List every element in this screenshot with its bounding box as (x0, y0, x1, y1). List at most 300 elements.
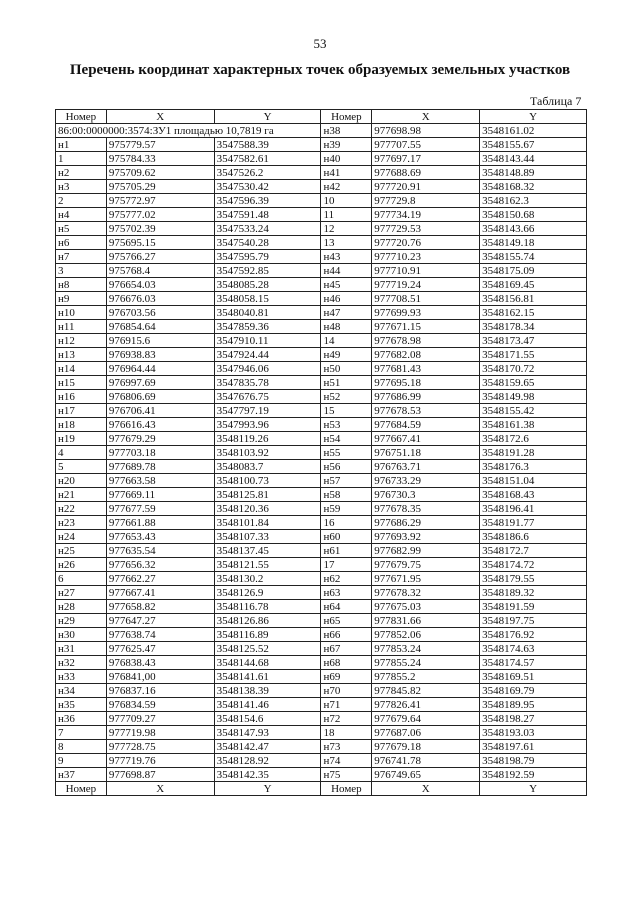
x-value: 976741.78 (372, 754, 480, 768)
y-value: 3548172.7 (480, 544, 587, 558)
x-value: 976616.43 (106, 418, 214, 432)
y-value: 3548148.89 (480, 166, 587, 180)
x-value: 977658.82 (106, 600, 214, 614)
y-value: 3547533.24 (214, 222, 321, 236)
header-x: X (106, 110, 214, 124)
footer-y: Y (214, 782, 321, 796)
point-number: н41 (321, 166, 372, 180)
point-number: н67 (321, 642, 372, 656)
y-value: 3548116.78 (214, 600, 321, 614)
point-number: н40 (321, 152, 372, 166)
point-number: н29 (56, 614, 107, 628)
point-number: н35 (56, 698, 107, 712)
x-value: 977625.47 (106, 642, 214, 656)
point-number: н48 (321, 320, 372, 334)
y-value: 3548171.55 (480, 348, 587, 362)
table-row (56, 376, 587, 390)
x-value: 977845.82 (372, 684, 480, 698)
table-row (56, 264, 587, 278)
point-number: н34 (56, 684, 107, 698)
y-value: 3548154.6 (214, 712, 321, 726)
table-row (56, 222, 587, 236)
x-value: 977656.32 (106, 558, 214, 572)
x-value: 975702.39 (106, 222, 214, 236)
table-row (56, 488, 587, 502)
x-value: 977653.43 (106, 530, 214, 544)
x-value: 977707.55 (372, 138, 480, 152)
y-value: 3547797.19 (214, 404, 321, 418)
x-value: 977679.29 (106, 432, 214, 446)
point-number: 4 (56, 446, 107, 460)
header-row (56, 110, 587, 124)
y-value: 3548197.61 (480, 740, 587, 754)
x-value: 976841,00 (106, 670, 214, 684)
table-row (56, 600, 587, 614)
x-value: 975695.15 (106, 236, 214, 250)
table-row (56, 432, 587, 446)
x-value: 977684.59 (372, 418, 480, 432)
header-y: Y (480, 110, 587, 124)
x-value: 975784.33 (106, 152, 214, 166)
x-value: 975779.57 (106, 138, 214, 152)
x-value: 977734.19 (372, 208, 480, 222)
y-value: 3548192.59 (480, 768, 587, 782)
y-value: 3547924.44 (214, 348, 321, 362)
x-value: 977678.53 (372, 404, 480, 418)
point-number: н26 (56, 558, 107, 572)
y-value: 3547582.61 (214, 152, 321, 166)
y-value: 3548128.92 (214, 754, 321, 768)
x-value: 977693.92 (372, 530, 480, 544)
point-number: н16 (56, 390, 107, 404)
y-value: 3547588.39 (214, 138, 321, 152)
x-value: 976964.44 (106, 362, 214, 376)
y-value: 3547859.36 (214, 320, 321, 334)
x-value: 975768.4 (106, 264, 214, 278)
x-value: 977682.08 (372, 348, 480, 362)
table-row (56, 348, 587, 362)
point-number: н57 (321, 474, 372, 488)
x-value: 977663.58 (106, 474, 214, 488)
table-row (56, 670, 587, 684)
point-number: н56 (321, 460, 372, 474)
point-number: н15 (56, 376, 107, 390)
footer-number: Номер (321, 782, 372, 796)
footer-number: Номер (56, 782, 107, 796)
x-value: 977710.23 (372, 250, 480, 264)
x-value: 976733.29 (372, 474, 480, 488)
x-value: 977855.24 (372, 656, 480, 670)
table-row (56, 180, 587, 194)
x-value: 977647.27 (106, 614, 214, 628)
point-number: 1 (56, 152, 107, 166)
table-row (56, 684, 587, 698)
y-value: 3548116.89 (214, 628, 321, 642)
x-value: 976730.3 (372, 488, 480, 502)
x-value: 977667.41 (372, 432, 480, 446)
header-y: Y (214, 110, 321, 124)
y-value: 3548162.3 (480, 194, 587, 208)
point-number: н11 (56, 320, 107, 334)
x-value: 977720.76 (372, 236, 480, 250)
table-row (56, 236, 587, 250)
point-number: н52 (321, 390, 372, 404)
table-row (56, 306, 587, 320)
point-number: н69 (321, 670, 372, 684)
y-value: 3548141.46 (214, 698, 321, 712)
point-number: 5 (56, 460, 107, 474)
x-value: 977708.51 (372, 292, 480, 306)
y-value: 3548156.81 (480, 292, 587, 306)
x-value: 977699.93 (372, 306, 480, 320)
table-label: Таблица 7 (530, 94, 582, 108)
point-number: н68 (321, 656, 372, 670)
x-value: 977682.99 (372, 544, 480, 558)
table-row (56, 166, 587, 180)
table-row (56, 614, 587, 628)
x-value: 976703.56 (106, 306, 214, 320)
y-value: 3548126.86 (214, 614, 321, 628)
x-value: 977679.18 (372, 740, 480, 754)
y-value: 3548197.75 (480, 614, 587, 628)
header-x: X (372, 110, 480, 124)
y-value: 3547595.79 (214, 250, 321, 264)
y-value: 3548141.61 (214, 670, 321, 684)
x-value: 977710.91 (372, 264, 480, 278)
y-value: 3547835.78 (214, 376, 321, 390)
y-value: 3548168.32 (480, 180, 587, 194)
point-number: н50 (321, 362, 372, 376)
y-value: 3548191.77 (480, 516, 587, 530)
point-number: н4 (56, 208, 107, 222)
point-number: н42 (321, 180, 372, 194)
table-row (56, 544, 587, 558)
point-number: н60 (321, 530, 372, 544)
y-value: 3548149.98 (480, 390, 587, 404)
y-value: 3547676.75 (214, 390, 321, 404)
y-value: 3548142.47 (214, 740, 321, 754)
point-number: н7 (56, 250, 107, 264)
y-value: 3548155.74 (480, 250, 587, 264)
y-value: 3547993.96 (214, 418, 321, 432)
table-row (56, 138, 587, 152)
x-value: 976997.69 (106, 376, 214, 390)
x-value: 975772.97 (106, 194, 214, 208)
x-value: 977669.11 (106, 488, 214, 502)
y-value: 3548100.73 (214, 474, 321, 488)
y-value: 3548189.32 (480, 586, 587, 600)
x-value: 977671.15 (372, 320, 480, 334)
point-number: н10 (56, 306, 107, 320)
table-row (56, 460, 587, 474)
point-number: н43 (321, 250, 372, 264)
x-value: 976806.69 (106, 390, 214, 404)
point-number: н24 (56, 530, 107, 544)
point-number: н62 (321, 572, 372, 586)
point-number: н63 (321, 586, 372, 600)
y-value: 3548161.38 (480, 418, 587, 432)
x-value: 976837.16 (106, 684, 214, 698)
x-value: 976751.18 (372, 446, 480, 460)
y-value: 3548125.81 (214, 488, 321, 502)
plot-title: 86:00:0000000:3574:ЗУ1 площадью 10,7819 га (56, 124, 321, 138)
y-value: 3547526.2 (214, 166, 321, 180)
y-value: 3548178.34 (480, 320, 587, 334)
y-value: 3548191.28 (480, 446, 587, 460)
x-value: 977638.74 (106, 628, 214, 642)
y-value: 3548175.09 (480, 264, 587, 278)
point-number: н61 (321, 544, 372, 558)
point-number: н58 (321, 488, 372, 502)
table-row (56, 474, 587, 488)
x-value: 977678.98 (372, 334, 480, 348)
point-number: н17 (56, 404, 107, 418)
point-number: н27 (56, 586, 107, 600)
point-number: 9 (56, 754, 107, 768)
x-value: 976749.65 (372, 768, 480, 782)
point-number: н38 (321, 124, 372, 138)
x-value: 977686.99 (372, 390, 480, 404)
y-value: 3548103.92 (214, 446, 321, 460)
x-value: 977855.2 (372, 670, 480, 684)
y-value: 3548198.27 (480, 712, 587, 726)
point-number: н30 (56, 628, 107, 642)
table-row (56, 558, 587, 572)
y-value: 3548179.55 (480, 572, 587, 586)
x-value: 975705.29 (106, 180, 214, 194)
point-number: н13 (56, 348, 107, 362)
x-value: 977671.95 (372, 572, 480, 586)
y-value: 3548120.36 (214, 502, 321, 516)
y-value: 3547530.42 (214, 180, 321, 194)
point-number: н74 (321, 754, 372, 768)
table-row (56, 418, 587, 432)
x-value: 977729.53 (372, 222, 480, 236)
point-number: 13 (321, 236, 372, 250)
table-row (56, 726, 587, 740)
x-value: 977689.78 (106, 460, 214, 474)
x-value: 977697.17 (372, 152, 480, 166)
header-number: Номер (321, 110, 372, 124)
table-row (56, 404, 587, 418)
point-number: н3 (56, 180, 107, 194)
x-value: 976706.41 (106, 404, 214, 418)
footer-row (56, 782, 587, 796)
x-value: 976763.71 (372, 460, 480, 474)
y-value: 3548155.42 (480, 404, 587, 418)
footer-x: X (372, 782, 480, 796)
point-number: н70 (321, 684, 372, 698)
x-value: 977679.64 (372, 712, 480, 726)
footer-x: X (106, 782, 214, 796)
point-number: 7 (56, 726, 107, 740)
point-number: н59 (321, 502, 372, 516)
point-number: н21 (56, 488, 107, 502)
x-value: 976938.83 (106, 348, 214, 362)
x-value: 977688.69 (372, 166, 480, 180)
point-number: н46 (321, 292, 372, 306)
point-number: н45 (321, 278, 372, 292)
table-row (56, 740, 587, 754)
x-value: 977720.91 (372, 180, 480, 194)
y-value: 3547592.85 (214, 264, 321, 278)
point-number: н6 (56, 236, 107, 250)
x-value: 976915.6 (106, 334, 214, 348)
table-row (56, 320, 587, 334)
point-number: н39 (321, 138, 372, 152)
point-number: н28 (56, 600, 107, 614)
point-number: 18 (321, 726, 372, 740)
x-value: 977826.41 (372, 698, 480, 712)
point-number: н8 (56, 278, 107, 292)
y-value: 3548169.51 (480, 670, 587, 684)
y-value: 3548142.35 (214, 768, 321, 782)
x-value: 977703.18 (106, 446, 214, 460)
x-value: 975777.02 (106, 208, 214, 222)
x-value: 975709.62 (106, 166, 214, 180)
y-value: 3548159.65 (480, 376, 587, 390)
point-number: н47 (321, 306, 372, 320)
point-number: 2 (56, 194, 107, 208)
y-value: 3548174.63 (480, 642, 587, 656)
point-number: н44 (321, 264, 372, 278)
y-value: 3548174.57 (480, 656, 587, 670)
x-value: 977667.41 (106, 586, 214, 600)
table-row (56, 208, 587, 222)
point-number: н36 (56, 712, 107, 726)
table-row (56, 446, 587, 460)
point-number: н71 (321, 698, 372, 712)
table-row (56, 194, 587, 208)
y-value: 3548151.04 (480, 474, 587, 488)
x-value: 977679.75 (372, 558, 480, 572)
table-row (56, 250, 587, 264)
point-number: н23 (56, 516, 107, 530)
point-number: н12 (56, 334, 107, 348)
point-number: н18 (56, 418, 107, 432)
x-value: 977681.43 (372, 362, 480, 376)
y-value: 3548040.81 (214, 306, 321, 320)
x-value: 977635.54 (106, 544, 214, 558)
y-value: 3547591.48 (214, 208, 321, 222)
y-value: 3548173.47 (480, 334, 587, 348)
y-value: 3548196.41 (480, 502, 587, 516)
point-number: н72 (321, 712, 372, 726)
y-value: 3547910.11 (214, 334, 321, 348)
point-number: н22 (56, 502, 107, 516)
x-value: 977695.18 (372, 376, 480, 390)
x-value: 977662.27 (106, 572, 214, 586)
y-value: 3548083.7 (214, 460, 321, 474)
point-number: н20 (56, 474, 107, 488)
point-number: 17 (321, 558, 372, 572)
point-number: 11 (321, 208, 372, 222)
y-value: 3548176.92 (480, 628, 587, 642)
x-value: 976854.64 (106, 320, 214, 334)
table-row (56, 712, 587, 726)
x-value: 977729.8 (372, 194, 480, 208)
point-number: н66 (321, 628, 372, 642)
table-row (56, 656, 587, 670)
document-title: Перечень координат характерных точек образуемых земельных участков (69, 62, 571, 78)
y-value: 3548198.79 (480, 754, 587, 768)
x-value: 977675.03 (372, 600, 480, 614)
table-row (56, 754, 587, 768)
point-number: 8 (56, 740, 107, 754)
x-value: 977831.66 (372, 614, 480, 628)
point-number: 16 (321, 516, 372, 530)
x-value: 977728.75 (106, 740, 214, 754)
point-number: 6 (56, 572, 107, 586)
table-row (56, 334, 587, 348)
point-number: н19 (56, 432, 107, 446)
y-value: 3548170.72 (480, 362, 587, 376)
table-row (56, 698, 587, 712)
y-value: 3547596.39 (214, 194, 321, 208)
x-value: 976676.03 (106, 292, 214, 306)
x-value: 976838.43 (106, 656, 214, 670)
table-row (56, 278, 587, 292)
point-number: н5 (56, 222, 107, 236)
y-value: 3547540.28 (214, 236, 321, 250)
y-value: 3548130.2 (214, 572, 321, 586)
table-row (56, 390, 587, 404)
point-number: н55 (321, 446, 372, 460)
y-value: 3548176.3 (480, 460, 587, 474)
table-row (56, 628, 587, 642)
y-value: 3548169.45 (480, 278, 587, 292)
x-value: 977698.87 (106, 768, 214, 782)
point-number: 3 (56, 264, 107, 278)
y-value: 3548172.6 (480, 432, 587, 446)
y-value: 3548189.95 (480, 698, 587, 712)
x-value: 977678.32 (372, 586, 480, 600)
y-value: 3548137.45 (214, 544, 321, 558)
table-row (56, 586, 587, 600)
y-value: 3548191.59 (480, 600, 587, 614)
table-row (56, 502, 587, 516)
y-value: 3548101.84 (214, 516, 321, 530)
point-number: н31 (56, 642, 107, 656)
y-value: 3548193.03 (480, 726, 587, 740)
y-value: 3548155.67 (480, 138, 587, 152)
x-value: 976654.03 (106, 278, 214, 292)
point-number: н1 (56, 138, 107, 152)
x-value: 976834.59 (106, 698, 214, 712)
footer-y: Y (480, 782, 587, 796)
point-number: н14 (56, 362, 107, 376)
table-row (56, 530, 587, 544)
y-value: 3548186.6 (480, 530, 587, 544)
y-value: 3548119.26 (214, 432, 321, 446)
x-value: 977719.98 (106, 726, 214, 740)
x-value: 977719.76 (106, 754, 214, 768)
point-number: 12 (321, 222, 372, 236)
y-value: 3548121.55 (214, 558, 321, 572)
header-number: Номер (56, 110, 107, 124)
point-number: н75 (321, 768, 372, 782)
x-value: 977719.24 (372, 278, 480, 292)
table-row (56, 768, 587, 782)
y-value: 3548085.28 (214, 278, 321, 292)
y-value: 3548143.66 (480, 222, 587, 236)
y-value: 3548162.15 (480, 306, 587, 320)
x-value: 977678.35 (372, 502, 480, 516)
x-value: 975766.27 (106, 250, 214, 264)
table-row (56, 572, 587, 586)
x-value: 977698.98 (372, 124, 480, 138)
point-number: н64 (321, 600, 372, 614)
